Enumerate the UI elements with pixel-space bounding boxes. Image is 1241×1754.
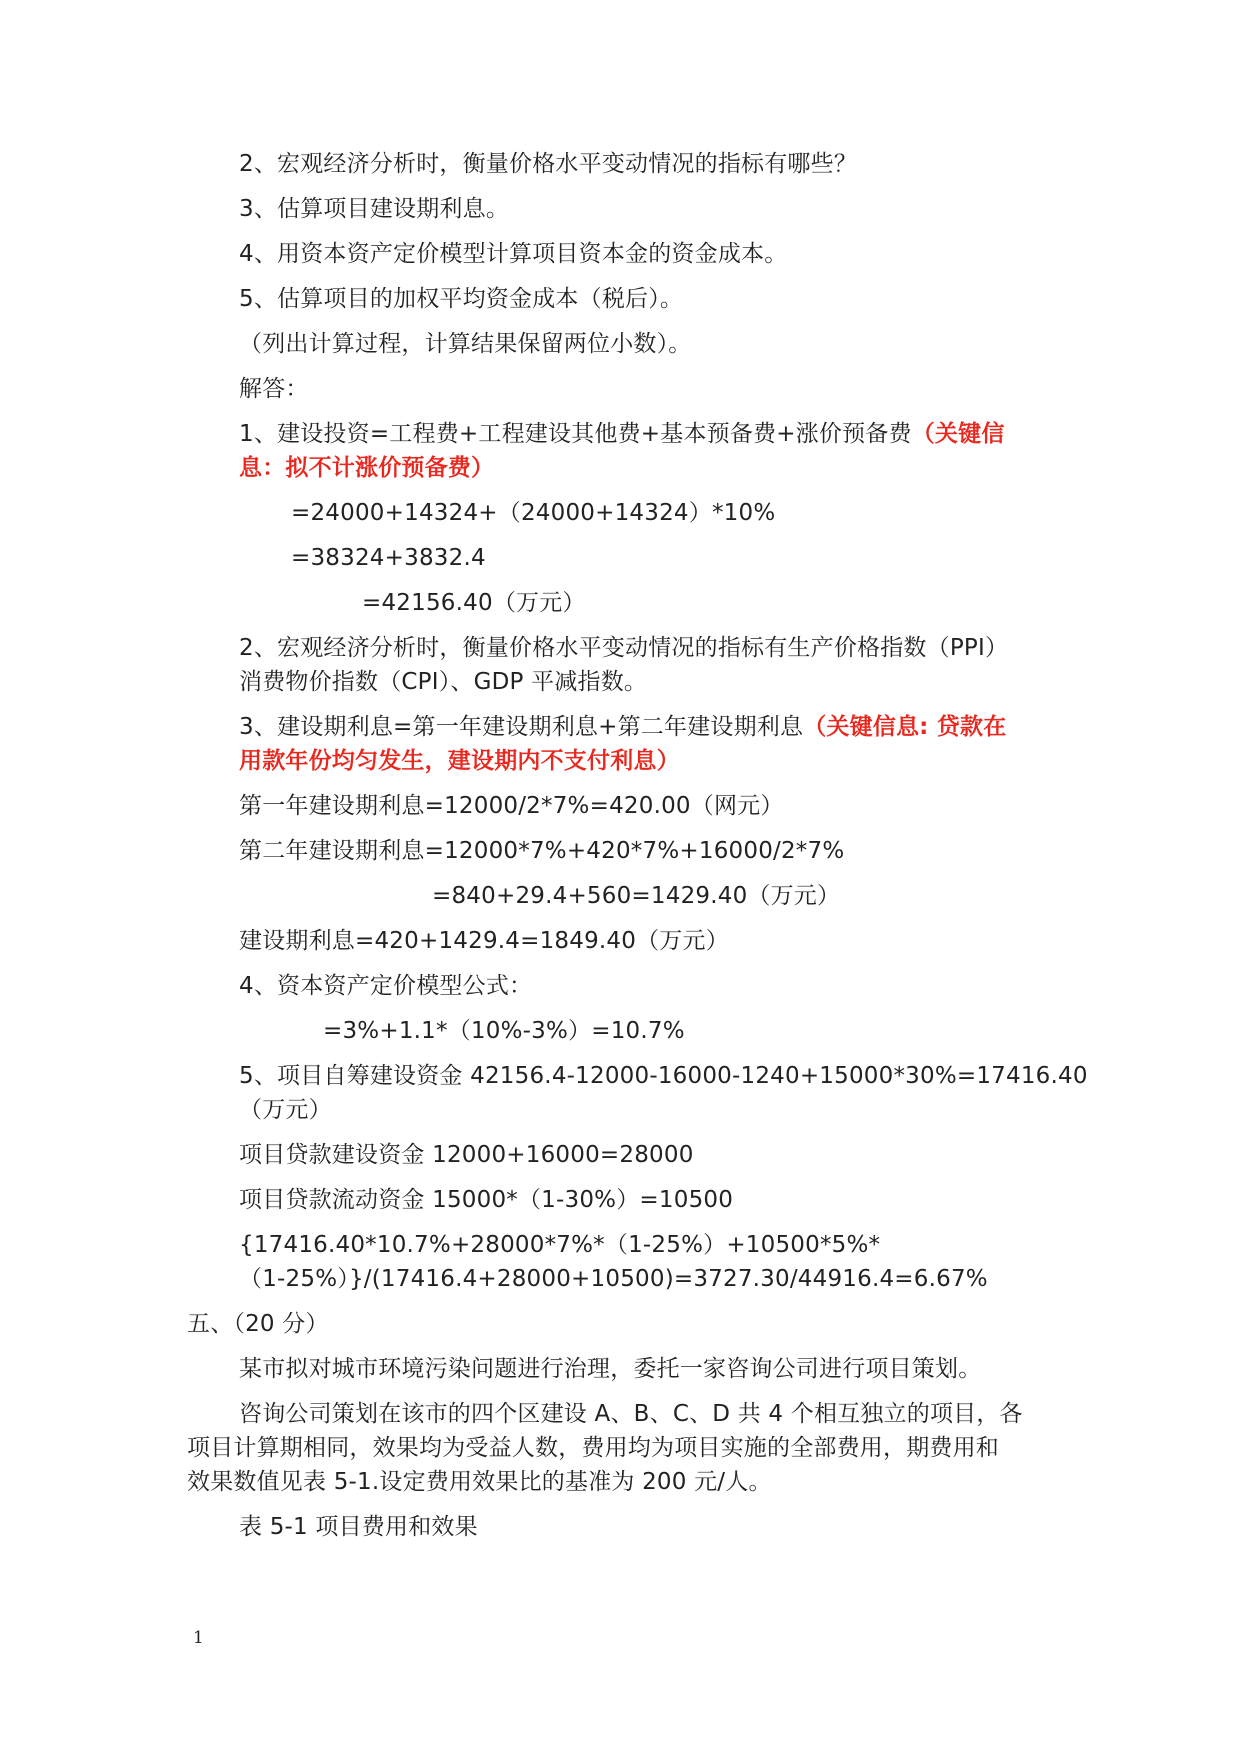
answer-1-formula-2: =38324+3832.4: [291, 545, 486, 571]
answer-4-line-1: 4、资本资产定价模型公式：: [239, 973, 533, 999]
answer-5-line-2: （万元）: [239, 1097, 332, 1123]
answer-5-line-4: 项目贷款流动资金 15000*（1-30%）=10500: [239, 1187, 734, 1213]
section-5-paragraph-1: 某市拟对城市环境污染问题进行治理，委托一家咨询公司进行项目策划。: [239, 1356, 982, 1382]
answer-3-line-2: [239, 744, 680, 778]
section-5-paragraph-2-line-2: 项目计算期相同，效果均为受益人数，费用均为项目实施的全部费用，期费用和: [187, 1435, 999, 1461]
section-5-title: 五、（20 分）: [187, 1311, 329, 1337]
key-info-highlight: 用款年份均匀发生，建设期内不支付利息）: [239, 748, 680, 774]
answer-5-line-5: {17416.40*10.7%+28000*7%*（1-25%）+10500*5%*: [239, 1232, 881, 1258]
answer-5-line-3: 项目贷款建设资金 12000+16000=28000: [239, 1142, 694, 1168]
question-5: 5、估算项目的加权平均资金成本（税后）。: [239, 286, 684, 312]
answer-5-line-1: 5、项目自筹建设资金 42156.4-12000-16000-1240+15000*30%=17416.40: [239, 1063, 1088, 1089]
answer-5-line-6: （1-25%）}/(17416.4+28000+10500)=3727.30/44916.4=6.67%: [239, 1266, 988, 1292]
question-4: 4、用资本资产定价模型计算项目资本金的资金成本。: [239, 241, 788, 267]
section-5-paragraph-2-line-3: 效果数值见表 5-1.设定费用效果比的基准为 200 元/人。: [187, 1469, 772, 1495]
section-5-paragraph-2-line-1: 咨询公司策划在该市的四个区建设 A、B、C、D 共 4 个相互独立的项目，各: [239, 1401, 1023, 1427]
page-number: 1: [193, 1628, 204, 1648]
answer-3-total: 建设期利息=420+1429.4=1849.40（万元）: [239, 928, 729, 954]
key-info-highlight: （关键信息: 贷款在: [803, 714, 1007, 740]
answer-1-formula-1: =24000+14324+（24000+14324）*10%: [291, 500, 776, 526]
answer-1-line-2: [239, 451, 494, 485]
answer-2-line-2: 消费物价指数（CPI）、GDP 平减指数。: [239, 669, 648, 695]
answer-3-year-1: 第一年建设期利息=12000/2*7%=420.00（网元）: [239, 793, 784, 819]
answer-3-year-2-result: =840+29.4+560=1429.40（万元）: [432, 883, 841, 909]
answer-4-formula: =3%+1.1*（10%-3%）=10.7%: [323, 1018, 685, 1044]
answer-heading: 解答：: [239, 376, 309, 402]
answer-3-line-1: 3、建设期利息=第一年建设期利息+第二年建设期利息（关键信息: 贷款在: [239, 714, 1007, 740]
table-caption: 表 5-1 项目费用和效果: [239, 1514, 478, 1540]
key-info-highlight: 息：拟不计涨价预备费）: [239, 455, 495, 481]
question-2: 2、宏观经济分析时，衡量价格水平变动情况的指标有哪些？: [239, 151, 858, 177]
answer-3-year-2: 第二年建设期利息=12000*7%+420*7%+16000/2*7%: [239, 838, 845, 864]
answer-1-formula-3: =42156.40（万元）: [362, 590, 586, 616]
calculation-note: （列出计算过程，计算结果保留两位小数）。: [239, 331, 692, 357]
answer-1-line-1: 1、建设投资=工程费+工程建设其他费+基本预备费+涨价预备费（关键信: [239, 421, 1005, 447]
question-3: 3、估算项目建设期利息。: [239, 196, 510, 222]
key-info-highlight: （关键信: [911, 421, 1005, 447]
answer-2-line-1: 2、宏观经济分析时，衡量价格水平变动情况的指标有生产价格指数（PPI）: [239, 635, 1009, 661]
